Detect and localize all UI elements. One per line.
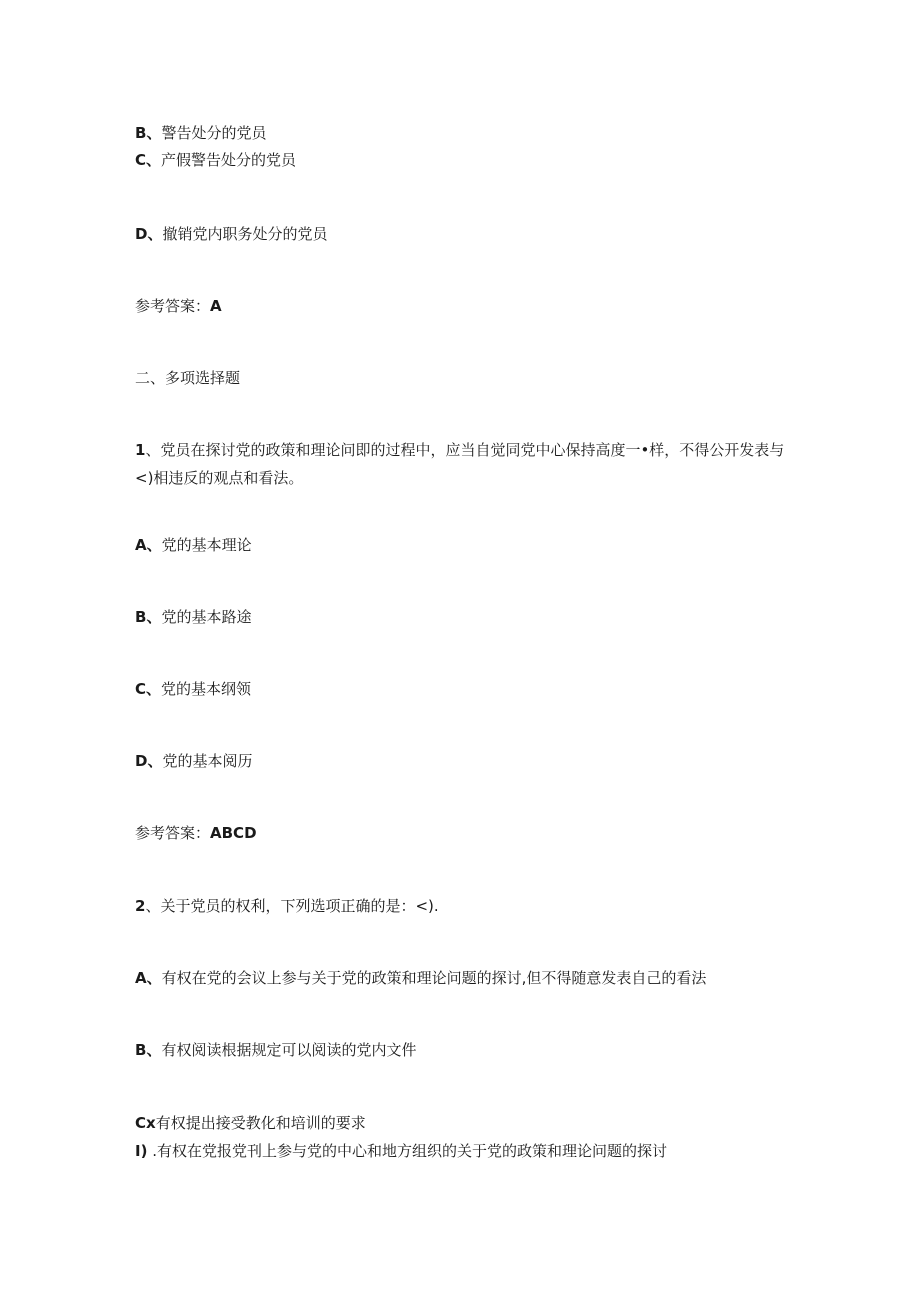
option-text: 党的基本路途 [161, 608, 252, 626]
option-separator: . [147, 1142, 157, 1160]
question-number: 2 [135, 897, 146, 915]
q2-option-b [135, 1039, 795, 1061]
option-label: I) [135, 1142, 148, 1160]
option-label: C [135, 680, 147, 698]
option-label: B [135, 124, 147, 142]
option-separator: 、 [146, 124, 162, 142]
option-label: Cx [135, 1114, 156, 1132]
q1-answer [135, 822, 795, 844]
prev-option-b [135, 122, 795, 144]
option-text: 党的基本理论 [161, 536, 252, 554]
option-separator: 、 [147, 752, 163, 770]
option-separator: 、 [146, 151, 162, 169]
option-text: 有权阅读根据规定可以阅读的党内文件 [161, 1041, 417, 1059]
option-separator: 、 [146, 1041, 162, 1059]
question-text: 党员在探讨党的政策和理论问即的过程中，应当自觉同党中心保持高度一•样，不得公开发表与<)相违反的观点和看法。 [135, 441, 785, 487]
prev-option-c [135, 149, 795, 171]
question-number: 1 [135, 441, 146, 459]
option-text: 有权提出接受教化和培训的要求 [155, 1114, 366, 1132]
answer-prefix: 参考答案： [135, 824, 211, 842]
option-label: B [135, 1041, 147, 1059]
option-label: D [135, 752, 148, 770]
option-text: 有权在党的会议上参与关于党的政策和理论问题的探讨,但不得随意发表自己的看法 [161, 969, 707, 987]
option-label: C [135, 151, 147, 169]
q1-option-b [135, 606, 795, 628]
option-text: 党的基本阅历 [162, 752, 253, 770]
q2-option-a [135, 967, 795, 989]
option-text: 有权在党报党刊上参与党的中心和地方组织的关于党的政策和理论问题的探讨 [156, 1142, 667, 1160]
prev-option-d [135, 223, 795, 245]
option-separator: 、 [147, 225, 163, 243]
option-separator: 、 [146, 536, 162, 554]
question-separator: 、 [145, 897, 161, 915]
option-label: D [135, 225, 148, 243]
q1-option-c [135, 678, 795, 700]
section-title: 二、多项选择题 [135, 369, 241, 387]
question-text: 关于党员的权利，下列选项正确的是：<). [160, 897, 439, 915]
answer-value: ABCD [210, 824, 257, 842]
option-label: A [135, 536, 147, 554]
q2-option-d [135, 1140, 795, 1162]
option-separator: 、 [146, 608, 162, 626]
option-separator: 、 [146, 969, 162, 987]
answer-value: A [210, 297, 222, 315]
option-text: 产假警告处分的党员 [161, 151, 297, 169]
q1-stem [135, 436, 785, 492]
q1-option-a [135, 534, 795, 556]
q2-option-c [135, 1112, 795, 1134]
prev-answer [135, 295, 795, 317]
question-separator: 、 [145, 441, 161, 459]
q2-stem [135, 895, 795, 917]
option-separator: 、 [146, 680, 162, 698]
option-text: 警告处分的党员 [161, 124, 267, 142]
option-label: B [135, 608, 147, 626]
option-text: 撤销党内职务处分的党员 [162, 225, 328, 243]
answer-prefix: 参考答案： [135, 297, 211, 315]
option-label: A [135, 969, 147, 987]
option-text: 党的基本纲领 [161, 680, 252, 698]
q1-option-d [135, 750, 795, 772]
